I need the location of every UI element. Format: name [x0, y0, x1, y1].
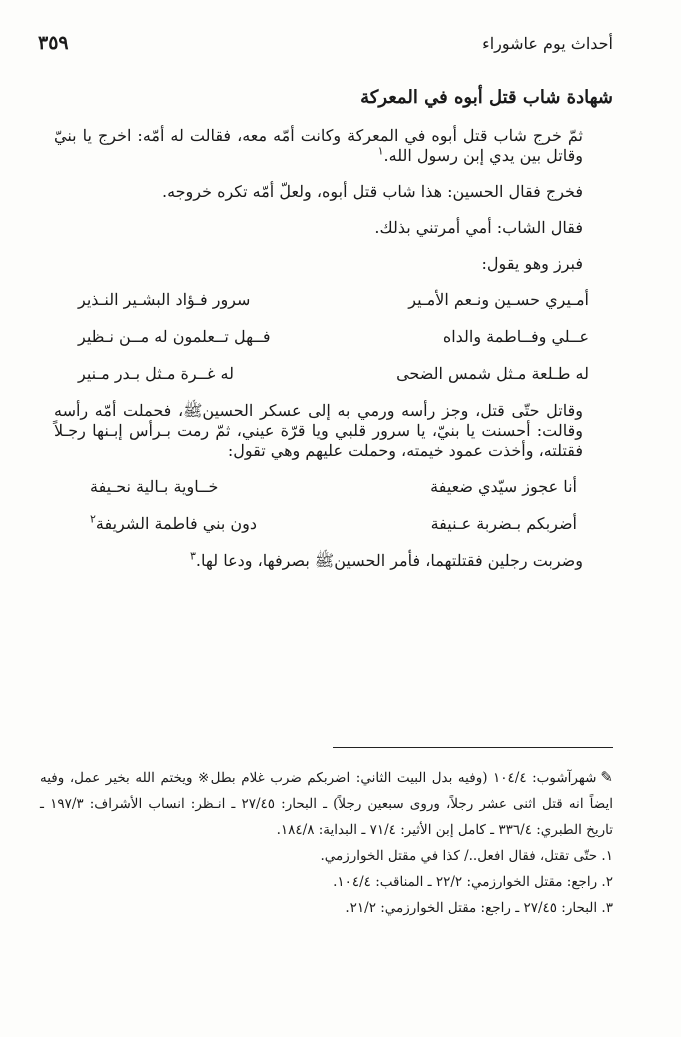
verse-first-hemistich: أنا عجوز سيّدي ضعيفة	[430, 477, 577, 496]
footnote-ref-1: ١	[377, 144, 384, 158]
poem-2	[54, 477, 613, 534]
verse-line	[54, 477, 613, 497]
paragraph-1-text: ثمّ خرج شاب قتل أبوه في المعركة وكانت أمّه معه، فقالت له أمّه: اخرج يا بنيّ وقاتل بين يدي إبن رسول الله.	[54, 126, 583, 165]
verse-second-hemistich	[90, 514, 334, 534]
verse-line	[54, 364, 613, 384]
footnote-divider	[333, 747, 613, 748]
page-number: ٣٥٩	[38, 32, 69, 54]
footnote-ref-2: ٢	[90, 512, 96, 526]
verse-second-hemistich: له غــرة مـثل بـدر مـنير	[78, 364, 234, 383]
verse-second-hemistich: خــاوية بـالية نحـيفة	[90, 477, 219, 496]
footnote-1: ١. حتّى تقتل، فقال افعل../ كذا في مقتل الخوارزمي.	[320, 848, 613, 864]
paragraph-6	[54, 551, 613, 571]
footnote-ref-3: ٣	[190, 549, 196, 563]
paragraph-4: فبرز وهو يقول:	[481, 254, 583, 273]
verse-second-hemistich: فــهل تــعلمون له مــن نـظير	[78, 327, 271, 346]
section-title: شهادة شاب قتل أبوه في المعركة	[360, 87, 613, 108]
main-text	[54, 88, 613, 587]
verse-first-hemistich: عــلي وفــاطمة والداه	[442, 327, 589, 346]
footnote-3: ٣. البحار: ٢٧/٤٥ ـ راجع: مقتل الخوارزمي: ٢١/٢.	[345, 900, 613, 916]
pin-icon: ✎	[600, 768, 613, 786]
footnote-pin-text: شهرآشوب: ١٠٤/٤ (وفيه بدل البيت الثاني: اضربكم ضرب غلام بطل※ ويختم الله بخير عمل، وفيه ايضاً انه قتل اثنى عشر رجلاً، وروى سبعين رجلاً) ـ البحار: ٢٧/٤٥ ـ انـظر: انساب الأشراف: ١٩٧/٣ ـ تاريخ الطبري: ٣٣٦/٤ ـ كامل إبن الأثير: ٧١/٤ ـ البداية: ١٨٤/٨.	[40, 770, 613, 838]
running-title: أحداث يوم عاشوراء	[482, 34, 613, 53]
footnote-2: ٢. راجع: مقتل الخوارزمي: ٢٢/٢ ـ المناقب: ١٠٤/٤.	[333, 874, 613, 890]
paragraph-5: وقاتل حتّى قتل، وجز رأسه ورمي به إلى عسكر الحسينﷺ، فحملت أمّه رأسه وقالت: أحسنت يا بنيّ، يا سرور قلبي ويا قرّة عيني، ثمّ رمت بـرأس إبـنها رجـلاً فقتلته، وأخذت عمود خيمته، وحملت عليهم وهي تقول:	[54, 401, 583, 460]
paragraph-6-text: وضربت رجلين فقتلتهما، فأمر الحسينﷺ بصرفها، ودعا لها.	[195, 551, 583, 570]
verse-first-hemistich: أضربكم بـضربة عـنيفة	[430, 514, 577, 533]
verse-line	[54, 290, 613, 310]
paragraph-1	[54, 126, 613, 166]
footnote-pin	[40, 764, 613, 843]
verse-line	[54, 327, 613, 347]
footnotes	[40, 764, 613, 921]
verse-first-hemistich: له طـلعة مـثل شمس الضحى	[396, 364, 589, 383]
verse-first-hemistich: أمـيري حسـين ونـعم الأمـير	[408, 290, 589, 309]
verse-second-hemistich: سرور فـؤاد البشـير النـذير	[78, 290, 251, 309]
paragraph-2: فخرج فقال الحسين: هذا شاب قتل أبوه، ولعلّ أمّه تكره خروجه.	[161, 182, 583, 201]
page-header	[38, 32, 613, 60]
poem-1	[54, 290, 613, 384]
verse-second-hemistich-text: دون بني فاطمة الشريفة	[95, 514, 258, 533]
verse-line	[54, 514, 613, 534]
paragraph-3: فقال الشاب: أمي أمرتني بذلك.	[374, 218, 583, 237]
